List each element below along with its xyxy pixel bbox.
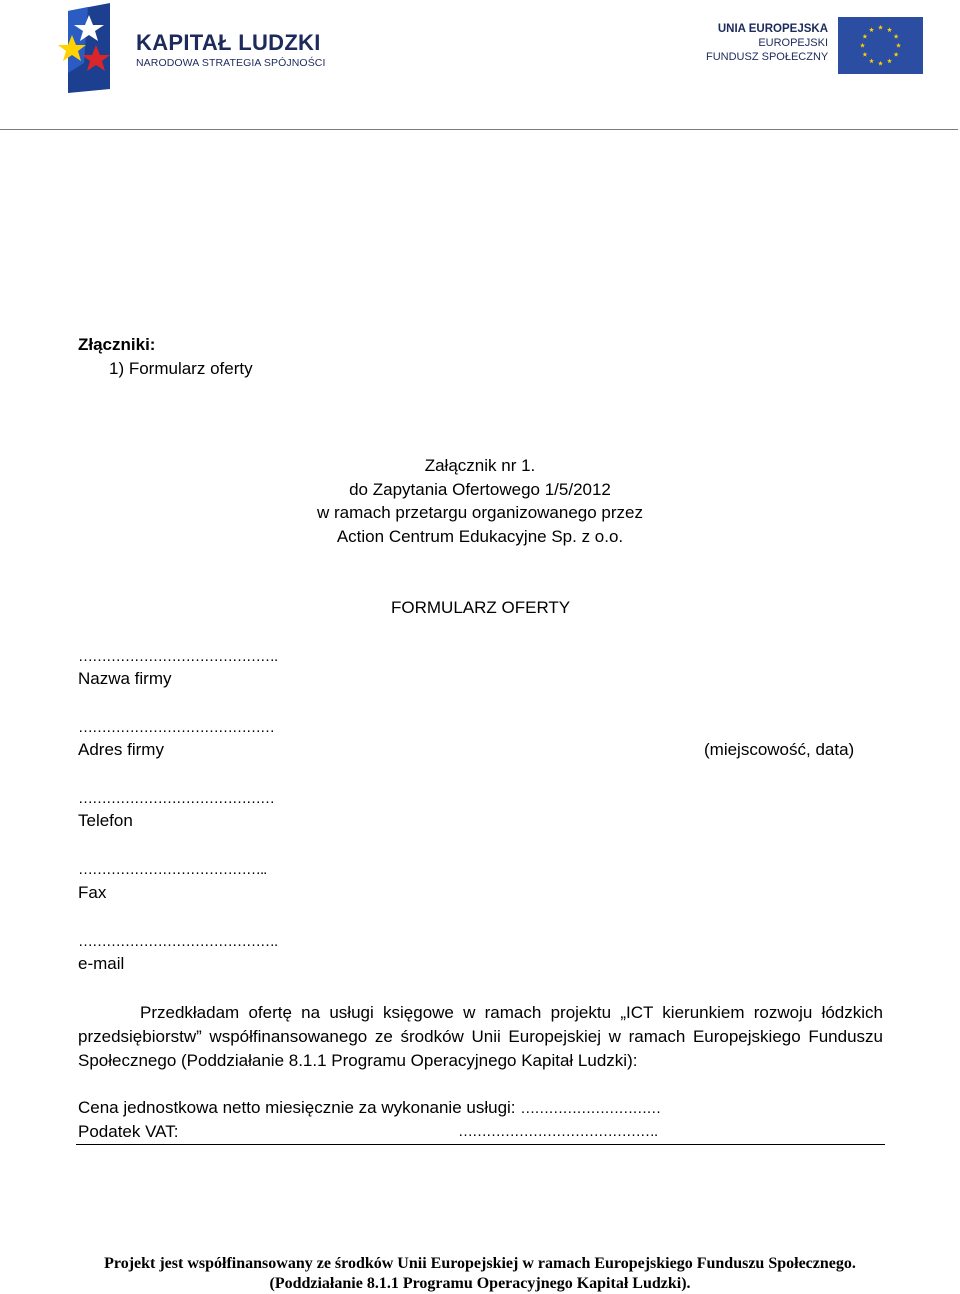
eu-line-1: UNIA EUROPEJSKA [717, 23, 828, 35]
form-title: FORMULARZ OFERTY [391, 598, 571, 617]
kapital-ludzki-subtitle: NARODOWA STRATEGIA SPÓJNOŚCI [136, 57, 326, 69]
eu-line-2: EUROPEJSKI [758, 37, 828, 49]
email-dots: ……………………………………. [78, 933, 278, 950]
offer-paragraph-text: Przedkładam ofertę na usługi księgowe w ramach projektu „ICT kierunkiem rozwoju łódzkich przedsiębiorstw” współfinansowanego ze środków Unii Europejskiej w ramach Europejskiego Funduszu Społecznego (Poddziałanie 8.1.1 Programu Operacyjnego Kapitał Ludzki): [78, 1003, 883, 1070]
annex-line-3: w ramach przetargu organizowanego przez [316, 503, 643, 522]
vat-label: Podatek VAT: [78, 1122, 179, 1141]
attachments-heading: Złączniki: [78, 335, 156, 354]
footer-line-2: (Poddziałanie 8.1.1 Programu Operacyjnego Kapitał Ludzki). [269, 1275, 691, 1292]
phone-label: Telefon [78, 811, 133, 830]
footer-line-1: Projekt jest współfinansowany ze środków Unii Europejskiej w ramach Europejskiego Funduszu Społecznego. [104, 1255, 856, 1272]
header-divider [0, 129, 958, 130]
annex-title: Załącznik nr 1. [424, 456, 536, 475]
fax-dots: ………………………………….. [78, 861, 267, 878]
price-line [78, 1098, 660, 1118]
place-date-label: (miejscowość, data) [704, 740, 855, 759]
kapital-ludzki-title: KAPITAŁ LUDZKI [136, 30, 321, 55]
form-bottom-rule [76, 1144, 885, 1145]
price-label: Cena jednostkowa netto miesięcznie za wykonanie usługi: [78, 1098, 521, 1117]
annex-line-4: Action Centrum Edukacyjne Sp. z o.o. [336, 527, 624, 546]
email-label: e-mail [78, 954, 125, 973]
company-name-dots: ……………………………………. [78, 648, 278, 665]
attachment-item-1: 1) Formularz oferty [109, 359, 253, 378]
eu-flag-icon [838, 17, 923, 74]
eu-line-3: FUNDUSZ SPOŁECZNY [706, 51, 829, 63]
fax-label: Fax [78, 883, 107, 902]
annex-line-2: do Zapytania Ofertowego 1/5/2012 [349, 480, 611, 499]
vat-dots: ……………………………………. [458, 1123, 658, 1140]
offer-paragraph [78, 1001, 883, 1073]
price-dots: ………………………… [520, 1100, 661, 1117]
company-name-label: Nazwa firmy [78, 669, 172, 688]
phone-dots: …………………………………… [78, 790, 274, 807]
company-address-dots: …………………………………… [78, 719, 274, 736]
eu-text-block [706, 22, 828, 64]
company-address-label: Adres firmy [78, 740, 164, 759]
